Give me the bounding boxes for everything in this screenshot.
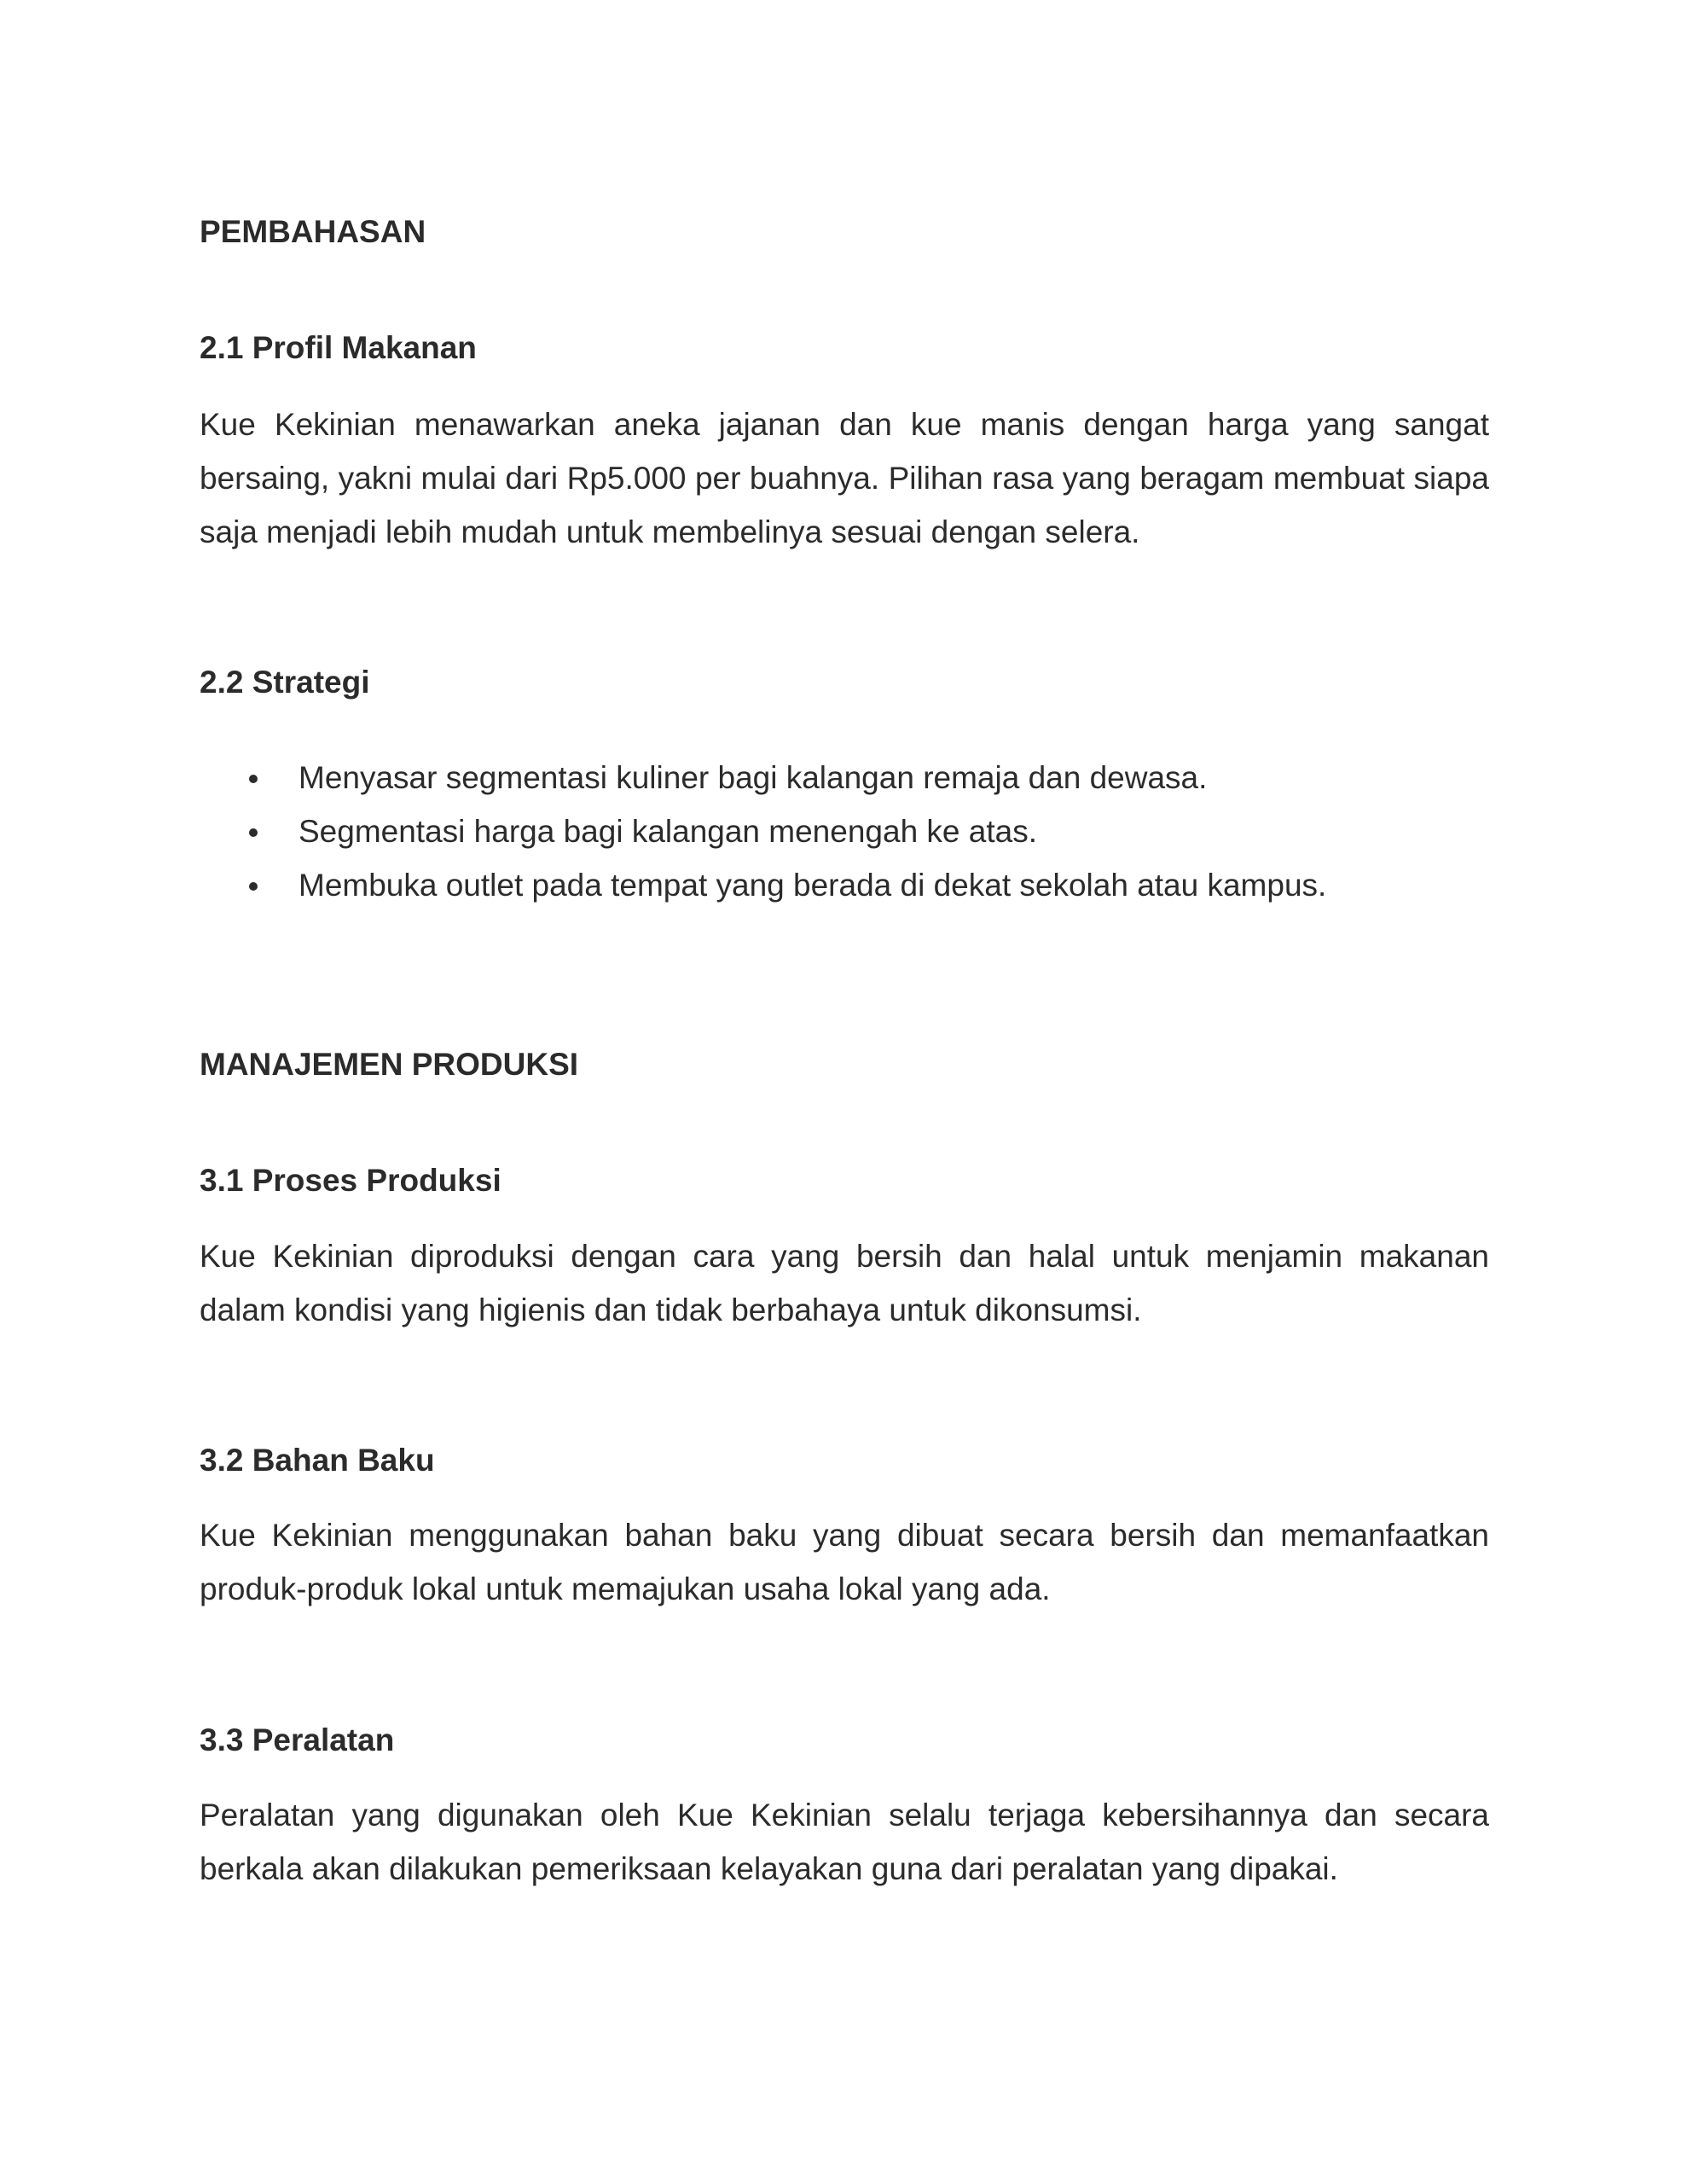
list-item — [200, 751, 1489, 804]
list-item-text: Membuka outlet pada tempat yang berada di dekat sekolah atau kampus. — [299, 868, 1327, 903]
paragraph-peralatan: Peralatan yang digunakan oleh Kue Kekinian selalu terjaga kebersihannya dan secara berkala akan dilakukan pemeriksaan kelayakan guna dari peralatan yang dipakai. — [200, 1798, 1489, 1886]
heading-peralatan: 3.3 Peralatan — [200, 1722, 395, 1757]
list-item — [200, 858, 1489, 912]
heading-bahan-baku: 3.2 Bahan Baku — [200, 1443, 435, 1478]
heading-strategi: 2.2 Strategi — [200, 665, 370, 700]
heading-profil-makanan: 2.1 Profil Makanan — [200, 330, 477, 365]
paragraph-proses-produksi: Kue Kekinian diproduksi dengan cara yang bersih dan halal untuk menjamin makanan dalam kondisi yang higienis dan tidak berbahaya untuk dikonsumsi. — [200, 1239, 1489, 1327]
bullet-icon — [249, 775, 258, 783]
paragraph-profil-makanan: Kue Kekinian menawarkan aneka jajanan dan kue manis dengan harga yang sangat bersaing, yakni mulai dari Rp5.000 per buahnya. Pilihan rasa yang beragam membuat siapa saja menjadi lebih mudah untuk membelinya sesuai dengan selera. — [200, 407, 1489, 549]
section-title-pembahasan: PEMBAHASAN — [200, 214, 426, 249]
strategi-list — [200, 751, 1489, 912]
paragraph-bahan-baku: Kue Kekinian menggunakan bahan baku yang dibuat secara bersih dan memanfaatkan produk-produk lokal untuk memajukan usaha lokal yang ada. — [200, 1518, 1489, 1606]
bullet-icon — [249, 882, 258, 891]
list-item — [200, 804, 1489, 858]
list-item-text: Segmentasi harga bagi kalangan menengah ke atas. — [299, 814, 1037, 849]
heading-proses-produksi: 3.1 Proses Produksi — [200, 1163, 501, 1198]
list-item-text: Menyasar segmentasi kuliner bagi kalangan remaja dan dewasa. — [299, 760, 1208, 795]
section-title-manajemen-produksi: MANAJEMEN PRODUKSI — [200, 1047, 579, 1082]
bullet-icon — [249, 828, 258, 837]
